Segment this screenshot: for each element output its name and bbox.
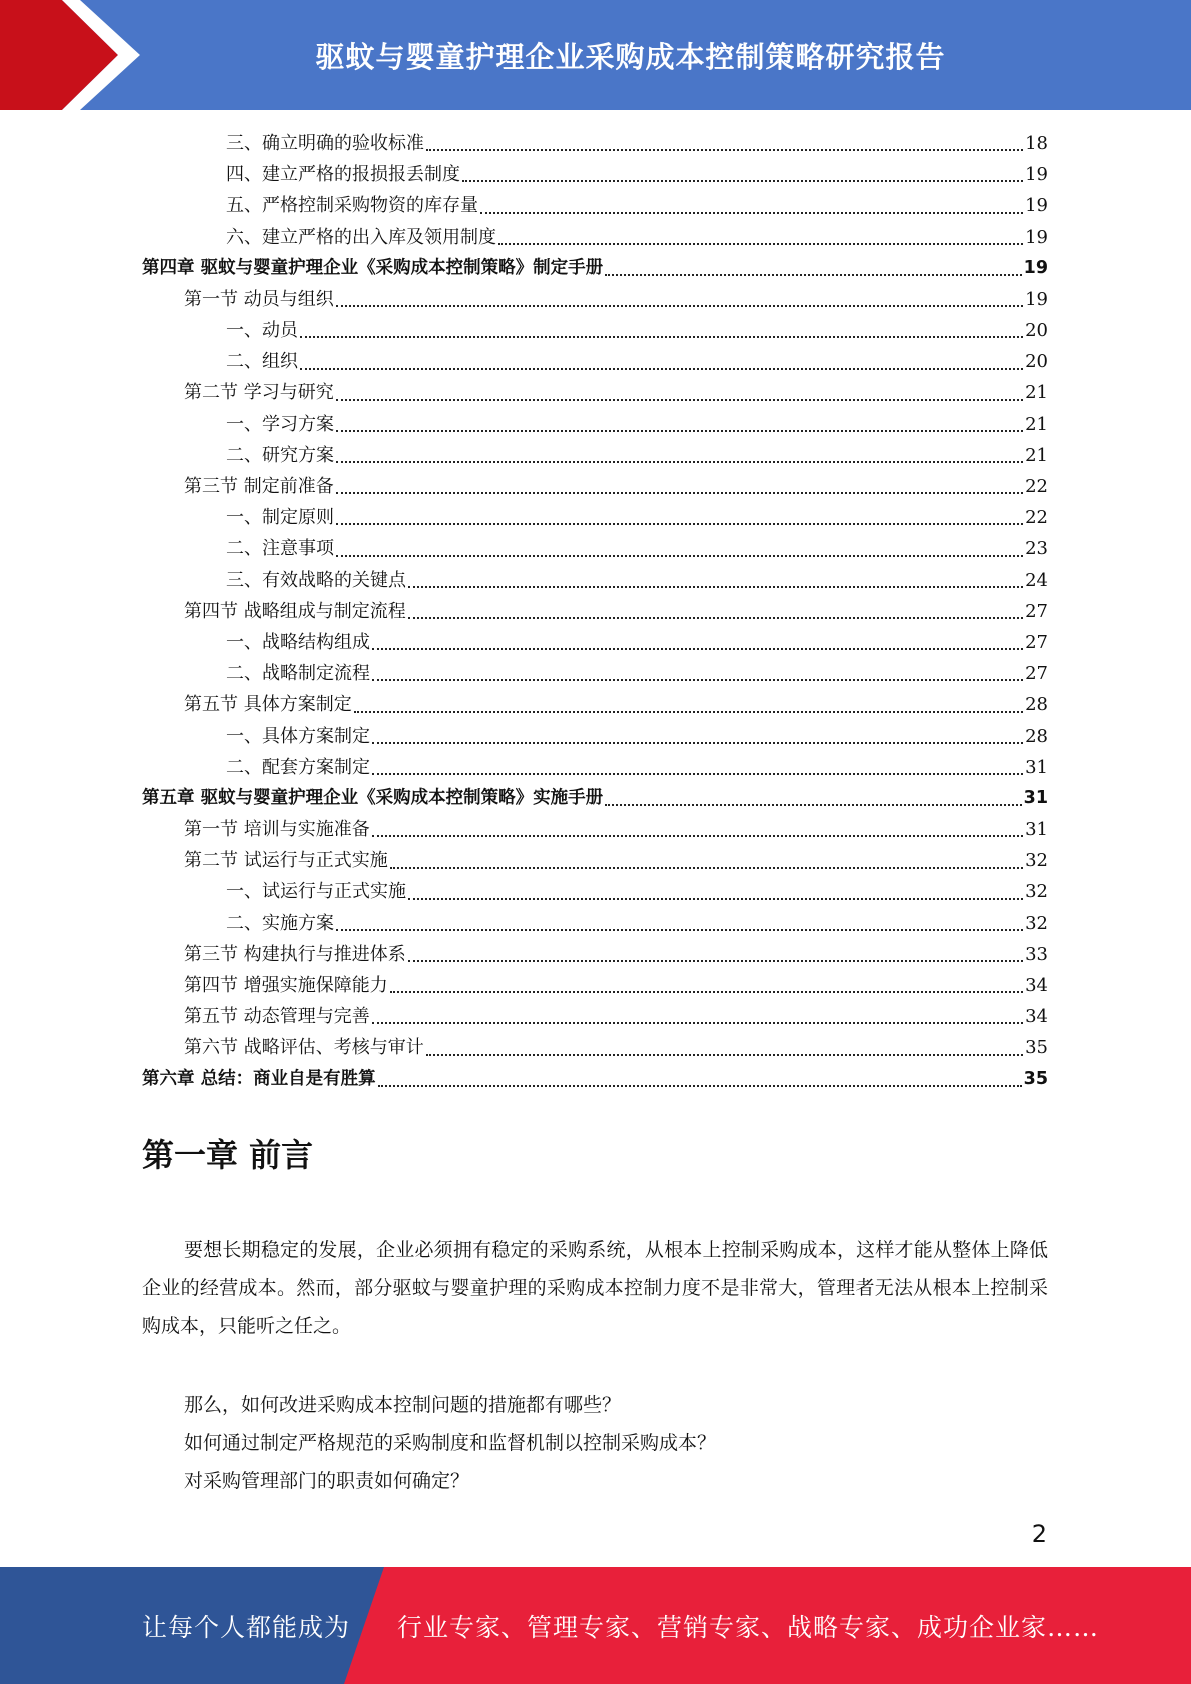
toc-dot-leader [408,557,1023,588]
toc-dot-leader [336,494,1023,525]
toc-dot-leader [390,962,1023,993]
toc-dot-leader [336,432,1023,463]
toc-entry-label: 二、实施方案 [226,912,334,934]
toc-entry-label: 一、动员 [226,320,298,342]
toc-entry-label: 六、建立严格的出入库及领用制度 [226,226,496,248]
toc-entry-label: 第二节 学习与研究 [184,382,334,404]
toc-entry-page: 32 [1025,881,1048,903]
toc-entry-page: 27 [1025,663,1048,685]
toc-entry-page: 31 [1023,787,1048,808]
toc-dot-leader [462,151,1023,182]
toc-entry-page: 28 [1025,725,1048,747]
toc-dot-leader [426,1024,1023,1055]
toc-dot-leader [336,276,1023,307]
toc-entry-label: 一、学习方案 [226,413,334,435]
toc-entry-page: 24 [1025,569,1048,591]
toc-entry-label: 第五节 具体方案制定 [184,694,352,716]
toc-entry-label: 二、注意事项 [226,538,334,560]
toc-entry-label: 第一节 培训与实施准备 [184,819,370,841]
toc-entry-page: 19 [1025,288,1048,310]
toc-entry-page: 21 [1025,444,1048,466]
toc-entry-page: 21 [1025,382,1048,404]
toc-dot-leader [408,869,1023,900]
toc-dot-leader [354,681,1023,712]
toc-entry-label: 第三节 制定前准备 [184,476,334,498]
footer-slogan-left: 让每个人都能成为 [142,1612,351,1642]
toc-entry-label: 四、建立严格的报损报丢制度 [226,164,460,186]
toc-entry-label: 三、确立明确的验收标准 [226,132,424,154]
toc-entry-page: 22 [1025,507,1048,529]
toc-entry-label: 二、研究方案 [226,444,334,466]
toc-entry-label: 一、战略结构组成 [226,631,370,653]
toc-dot-leader [336,525,1023,556]
toc-dot-leader [372,744,1023,775]
toc-entry-label: 一、制定原则 [226,507,334,529]
toc-dot-leader [372,806,1023,837]
toc-dot-leader [408,931,1023,962]
page-number: 2 [1031,1520,1047,1548]
toc-entry-label: 第四节 增强实施保障能力 [184,975,388,997]
toc-entry-page: 32 [1025,912,1048,934]
toc-entry-label: 三、有效战略的关键点 [226,569,406,591]
toc-entry-label: 第四章 驱蚊与婴童护理企业《采购成本控制策略》制定手册 [142,257,604,278]
toc-dot-leader [480,182,1023,213]
toc-entry-page: 19 [1023,257,1048,278]
toc-entry-page: 18 [1025,132,1048,154]
chapter-title: 第一章 前言 [142,1136,314,1174]
toc-entry-page: 20 [1025,320,1048,342]
page-header [0,0,1191,110]
toc-entry-label: 第五节 动态管理与完善 [184,1006,370,1028]
question-item: 那么，如何改进采购成本控制问题的措施都有哪些？ [184,1394,622,1416]
question-item: 对采购管理部门的职责如何确定？ [184,1470,470,1492]
toc-entry-page: 23 [1025,538,1048,560]
toc-entry-label: 第六章 总结：商业自是有胜算 [142,1068,376,1089]
toc-entry-label: 二、战略制定流程 [226,663,370,685]
toc-entry-page: 31 [1025,819,1048,841]
toc-dot-leader [498,214,1023,245]
report-title: 驱蚊与婴童护理企业采购成本控制策略研究报告 [315,39,946,74]
toc-entry-page: 19 [1025,195,1048,217]
toc-dot-leader [300,307,1023,338]
toc-entry-page: 21 [1025,413,1048,435]
toc-entry-label: 二、组织 [226,351,298,373]
toc-dot-leader [372,650,1023,681]
footer-slogan-right: 行业专家、管理专家、营销专家、战略专家、成功企业家…… [397,1612,1100,1642]
header-arrow-decoration [0,0,160,110]
toc-dot-leader [408,588,1023,619]
toc-dot-leader [336,900,1023,931]
toc-entry-label: 第四节 战略组成与制定流程 [184,600,406,622]
toc-entry-page: 19 [1025,226,1048,248]
toc-entry-page: 34 [1025,975,1048,997]
toc-entry-page: 27 [1025,631,1048,653]
toc-entry-label: 第六节 战略评估、考核与审计 [184,1037,424,1059]
toc-dot-leader [372,993,1023,1024]
toc-dot-leader [300,338,1023,369]
toc-dot-leader [426,120,1023,151]
intro-paragraph: 要想长期稳定的发展，企业必须拥有稳定的采购系统，从根本上控制采购成本，这样才能从整体上降低企业的经营成本。然而，部分驱蚊与婴童护理的采购成本控制力度不是非常大，管理者无法从根本上控制采购成本，只能听之任之。 [142,1239,1048,1337]
toc-dot-leader [605,775,1022,806]
toc-dot-leader [605,245,1022,276]
toc-dot-leader [390,837,1023,868]
toc-entry-page: 19 [1025,164,1048,186]
toc-entry-label: 第一节 动员与组织 [184,288,334,310]
toc-dot-leader [336,401,1023,432]
toc-dot-leader [372,619,1023,650]
toc-dot-leader [378,1056,1022,1087]
toc-entry-page: 32 [1025,850,1048,872]
toc-entry-page: 31 [1025,756,1048,778]
toc-entry-page: 35 [1023,1068,1048,1089]
toc-entry-page: 27 [1025,600,1048,622]
toc-entry-label: 第五章 驱蚊与婴童护理企业《采购成本控制策略》实施手册 [142,787,604,808]
toc-entry-page: 22 [1025,476,1048,498]
toc-dot-leader [336,370,1023,401]
toc-entry-page: 28 [1025,694,1048,716]
toc-entry-page: 34 [1025,1006,1048,1028]
toc-entry-page: 35 [1025,1037,1048,1059]
toc-entry[interactable] [142,1064,1048,1095]
toc-entry-label: 第三节 构建执行与推进体系 [184,943,406,965]
toc-entry-label: 二、配套方案制定 [226,756,370,778]
toc-entry-page: 33 [1025,943,1048,965]
toc-entry-label: 一、具体方案制定 [226,725,370,747]
question-item: 如何通过制定严格规范的采购制度和监督机制以控制采购成本？ [184,1432,717,1454]
toc-dot-leader [372,713,1023,744]
toc-entry-label: 第二节 试运行与正式实施 [184,850,388,872]
table-of-contents [142,128,1048,1095]
toc-entry-page: 20 [1025,351,1048,373]
toc-entry-label: 一、试运行与正式实施 [226,881,406,903]
page-footer [0,1567,1191,1684]
toc-entry-label: 五、严格控制采购物资的库存量 [226,195,478,217]
toc-dot-leader [336,463,1023,494]
